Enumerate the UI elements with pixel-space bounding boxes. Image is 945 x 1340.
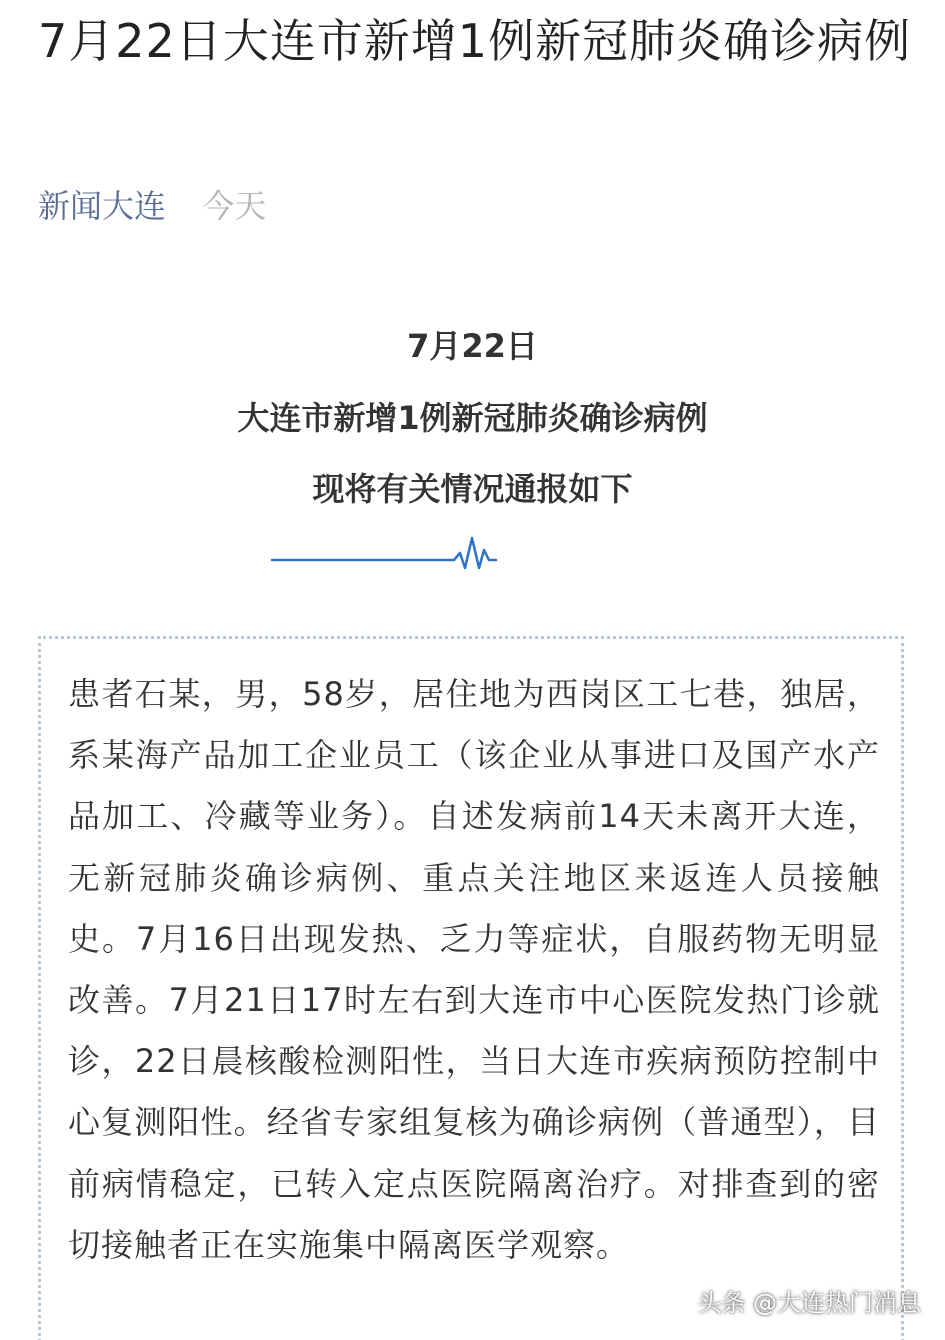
body-paragraph: 患者石某，男，58岁，居住地为西岗区工七巷，独居，系某海产品加工企业员工（该企业从事进口及国产水产品加工、冷藏等业务）。自述发病前14天未离开大连，无新冠肺炎确诊病例、重点关注地区来返连人员接触史。7月16日出现发热、乏力等症状，自服药物无明显改善。7月21日17时左右到大连市中心医院发热门诊就诊，22日晨核酸检测阳性，当日大连市疾病预防控制中心复测阳性。经省专家组复核为确诊病例（普通型），目前病情稳定，已转入定点医院隔离治疗。对排查到的密切接触者正在实施集中隔离医学观察。 (68, 675, 880, 1264)
heartbeat-line-icon (268, 532, 498, 576)
headline-date: 7月22日 (407, 327, 538, 365)
article-meta (38, 186, 266, 226)
headline-subtitle: 现将有关情况通报如下 (312, 470, 633, 508)
headline-title: 大连市新增1例新冠肺炎确诊病例 (237, 399, 708, 437)
article-title: 7月22日大连市新增1例新冠肺炎确诊病例 (38, 14, 912, 68)
publish-date: 今天 (202, 187, 267, 225)
account-name-link[interactable]: 新闻大连 (38, 187, 167, 225)
watermark: 头条 @大连热门消息 (697, 1289, 921, 1317)
